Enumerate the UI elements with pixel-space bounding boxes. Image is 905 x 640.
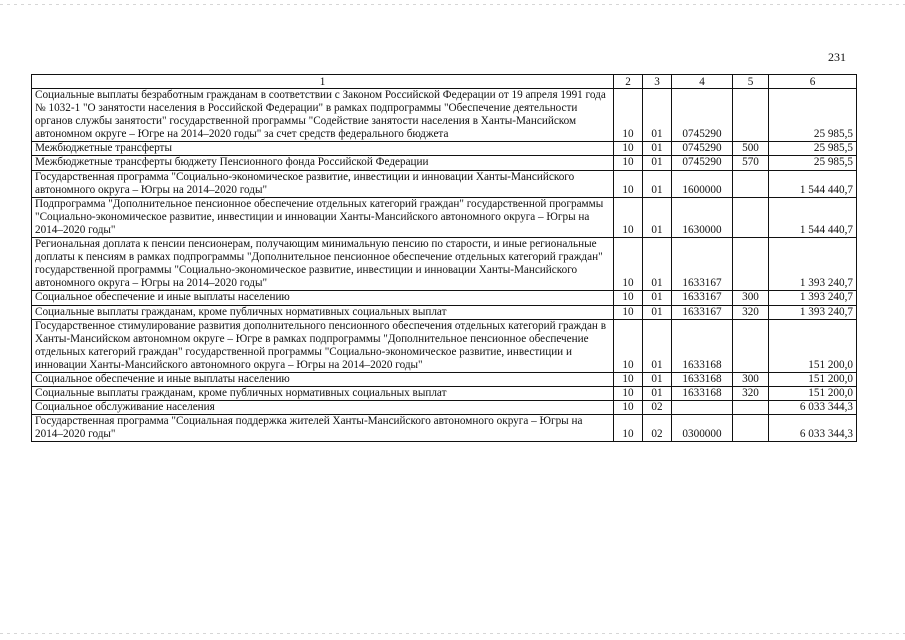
row-subsection: 01 <box>643 387 672 401</box>
row-subsection: 02 <box>643 415 672 442</box>
row-target-code: 1633168 <box>672 319 733 372</box>
row-amount: 1 393 240,7 <box>769 291 857 305</box>
row-amount: 151 200,0 <box>769 372 857 386</box>
row-subsection: 01 <box>643 170 672 197</box>
row-name: Социальное обеспечение и иные выплаты населению <box>32 372 614 386</box>
row-subsection: 01 <box>643 156 672 170</box>
row-target-code: 1600000 <box>672 170 733 197</box>
row-name: Социальное обеспечение и иные выплаты населению <box>32 291 614 305</box>
row-amount: 25 985,5 <box>769 156 857 170</box>
row-subsection: 01 <box>643 372 672 386</box>
row-expense-type <box>733 89 769 142</box>
row-section: 10 <box>614 197 643 237</box>
row-subsection: 01 <box>643 89 672 142</box>
row-name: Межбюджетные трансферты бюджету Пенсионного фонда Российской Федерации <box>32 156 614 170</box>
row-name: Государственная программа "Социальная поддержка жителей Ханты-Мансийского автономного округа – Югры на 2014–2020 годы" <box>32 415 614 442</box>
table-row <box>32 319 857 372</box>
row-amount: 1 393 240,7 <box>769 238 857 291</box>
column-header-4: 4 <box>672 75 733 89</box>
row-name: Социальные выплаты гражданам, кроме публичных нормативных социальных выплат <box>32 305 614 319</box>
row-expense-type: 570 <box>733 156 769 170</box>
row-expense-type: 300 <box>733 291 769 305</box>
table-row <box>32 387 857 401</box>
row-expense-type <box>733 238 769 291</box>
row-target-code: 1633167 <box>672 305 733 319</box>
row-subsection: 01 <box>643 319 672 372</box>
row-subsection: 01 <box>643 238 672 291</box>
scan-artifact-top <box>0 4 905 5</box>
row-target-code: 1633168 <box>672 372 733 386</box>
row-section: 10 <box>614 291 643 305</box>
row-section: 10 <box>614 142 643 156</box>
table-row <box>32 372 857 386</box>
row-amount: 6 033 344,3 <box>769 415 857 442</box>
scan-artifact-bottom <box>0 633 905 634</box>
header-row <box>32 75 857 89</box>
table-row <box>32 305 857 319</box>
row-expense-type <box>733 197 769 237</box>
row-name: Межбюджетные трансферты <box>32 142 614 156</box>
row-amount: 6 033 344,3 <box>769 401 857 415</box>
row-name: Подпрограмма "Дополнительное пенсионное обеспечение отдельных категорий граждан" государственной программы "Социально-экономическое развитие, инвестиции и инновации Ханты-Мансийского автономного округа – Югры на 2014–2020 годы" <box>32 197 614 237</box>
row-section: 10 <box>614 372 643 386</box>
row-target-code: 0745290 <box>672 156 733 170</box>
row-target-code: 1633168 <box>672 387 733 401</box>
row-target-code: 0300000 <box>672 415 733 442</box>
page-number: 231 <box>828 50 846 64</box>
row-section: 10 <box>614 319 643 372</box>
table-row <box>32 197 857 237</box>
row-amount: 25 985,5 <box>769 89 857 142</box>
row-section: 10 <box>614 415 643 442</box>
row-expense-type: 500 <box>733 142 769 156</box>
column-header-2: 2 <box>614 75 643 89</box>
row-section: 10 <box>614 170 643 197</box>
table-row <box>32 238 857 291</box>
row-target-code <box>672 401 733 415</box>
row-subsection: 01 <box>643 305 672 319</box>
row-amount: 151 200,0 <box>769 319 857 372</box>
row-name: Социальное обслуживание населения <box>32 401 614 415</box>
row-expense-type: 320 <box>733 387 769 401</box>
column-header-6: 6 <box>769 75 857 89</box>
row-section: 10 <box>614 305 643 319</box>
budget-table <box>31 74 857 442</box>
row-amount: 25 985,5 <box>769 142 857 156</box>
row-target-code: 0745290 <box>672 142 733 156</box>
table-row <box>32 89 857 142</box>
row-name: Региональная доплата к пенсии пенсионерам, получающим минимальную пенсию по старости, и иные региональные доплаты к пенсиям в рамках подпрограммы "Дополнительное пенсионное обеспечение отдельных категорий граждан" государственной программы "Социально-экономическое развитие, инвестиции и инновации Ханты-Мансийского автономного округа – Югры на 2014–2020 годы" <box>32 238 614 291</box>
row-expense-type: 300 <box>733 372 769 386</box>
row-subsection: 02 <box>643 401 672 415</box>
row-expense-type <box>733 319 769 372</box>
table-row <box>32 415 857 442</box>
row-target-code: 1633167 <box>672 291 733 305</box>
row-amount: 151 200,0 <box>769 387 857 401</box>
row-expense-type <box>733 401 769 415</box>
column-header-1: 1 <box>32 75 614 89</box>
row-name: Государственная программа "Социально-экономическое развитие, инвестиции и инновации Ханты-Мансийского автономного округа – Югры на 2014–2020 годы" <box>32 170 614 197</box>
column-header-3: 3 <box>643 75 672 89</box>
row-expense-type <box>733 415 769 442</box>
row-amount: 1 544 440,7 <box>769 197 857 237</box>
row-expense-type: 320 <box>733 305 769 319</box>
row-section: 10 <box>614 156 643 170</box>
table-row <box>32 156 857 170</box>
column-header-5: 5 <box>733 75 769 89</box>
table-row <box>32 401 857 415</box>
row-subsection: 01 <box>643 197 672 237</box>
row-name: Социальные выплаты гражданам, кроме публичных нормативных социальных выплат <box>32 387 614 401</box>
row-name: Государственное стимулирование развития дополнительного пенсионного обеспечения отдельных категорий граждан в Ханты-Мансийском автономном округе – Югре в рамках подпрограммы "Дополнительное пенсионное обеспечение отдельных категорий граждан" государственной программы "Социально-экономическое развитие, инвестиции и инновации Ханты-Мансийского автономного округа – Югры на 2014–2020 годы" <box>32 319 614 372</box>
row-target-code: 1630000 <box>672 197 733 237</box>
row-name: Социальные выплаты безработным гражданам в соответствии с Законом Российской Федерации от 19 апреля 1991 года № 1032-1 "О занятости населения в Российской Федерации" в рамках подпрограммы "Обеспечение деятельности органов службы занятости" государственной программы "Содействие занятости населения в Ханты-Мансийском автономном округе – Югре на 2014–2020 годы" за счет средств федерального бюджета <box>32 89 614 142</box>
row-section: 10 <box>614 238 643 291</box>
row-subsection: 01 <box>643 142 672 156</box>
row-section: 10 <box>614 401 643 415</box>
table-row <box>32 170 857 197</box>
row-amount: 1 393 240,7 <box>769 305 857 319</box>
table-row <box>32 142 857 156</box>
row-section: 10 <box>614 387 643 401</box>
row-amount: 1 544 440,7 <box>769 170 857 197</box>
row-subsection: 01 <box>643 291 672 305</box>
row-target-code: 0745290 <box>672 89 733 142</box>
row-section: 10 <box>614 89 643 142</box>
table-row <box>32 291 857 305</box>
row-target-code: 1633167 <box>672 238 733 291</box>
row-expense-type <box>733 170 769 197</box>
